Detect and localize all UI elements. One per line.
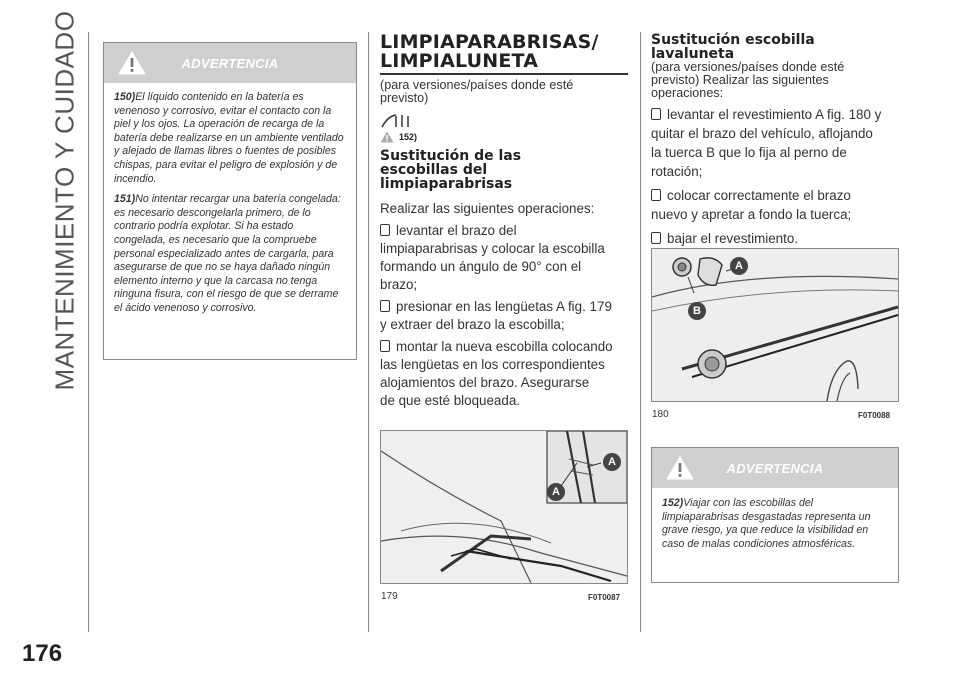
- checkbox-bullet-icon: [651, 108, 661, 120]
- callout-label: B: [688, 302, 706, 320]
- warning-triangle-icon: [118, 51, 146, 75]
- section-title: LIMPIAPARABRISAS/ LIMPIALUNETA: [380, 31, 599, 72]
- wiper-blade-illustration: [381, 431, 627, 583]
- callout-label: A: [603, 453, 621, 471]
- callout-label: A: [547, 483, 565, 501]
- step-item: colocar correctamente el brazo: [651, 186, 906, 205]
- section-subtitle: (para versiones/países donde esté previsto) Realizar las siguientes operaciones:: [651, 60, 845, 100]
- figure-code: F0T0088: [858, 411, 891, 420]
- warning-box-right: [651, 447, 899, 583]
- wiper-icon: [380, 114, 414, 128]
- checkbox-bullet-icon: [380, 340, 390, 352]
- step-item: levantar el brazo del: [380, 222, 630, 240]
- figure-179: [380, 430, 628, 584]
- column-divider: [88, 32, 89, 632]
- section-subtitle: (para versiones/países donde esté previsto): [380, 78, 574, 105]
- warning-body: [104, 83, 356, 329]
- warning-header: [652, 448, 898, 488]
- warning-triangle-icon: [666, 456, 694, 480]
- page-number: 176: [22, 640, 63, 667]
- rear-wiper-illustration: [652, 249, 898, 401]
- warning-heading: ADVERTENCIA: [726, 460, 824, 476]
- warning-item: 151)No intentar recargar una batería congelada: es necesario descongelarla primero, de lo contrario podría explotar. Si ha estado congelada, es necesario que la compruebe personal especializado antes de cargarla, para asegurarse de que no se haya dañado ningún elemento interno y que la carcasa no tenga ninguna fisura, con el riesgo de que se derrame el ácido venenoso y corrosivo.: [114, 193, 341, 314]
- side-section-title: MANTENIMIENTO Y CUIDADO: [49, 10, 80, 390]
- intro-text: Realizar las siguientes operaciones:: [380, 201, 595, 216]
- checkbox-bullet-icon: [651, 189, 661, 201]
- figure-number: 179: [381, 591, 398, 602]
- warning-box-left: [103, 42, 357, 360]
- warning-item: 152)Viajar con las escobillas del limpiaparabrisas desgastadas representa un grave riesgo, ya que reduce la visibilidad en caso de malas condiciones atmosféricas.: [662, 497, 871, 550]
- figure-code: F0T0087: [588, 593, 621, 602]
- column-divider: [368, 32, 369, 632]
- right-column: [651, 33, 906, 248]
- warning-heading: ADVERTENCIA: [181, 55, 279, 71]
- column-divider: [640, 32, 641, 632]
- step-item: levantar el revestimiento A fig. 180 y: [651, 105, 906, 124]
- step-item: montar la nueva escobilla colocando: [380, 338, 630, 356]
- step-item: presionar en las lengüetas A fig. 179: [380, 298, 630, 316]
- instructions: Realizar las siguientes operaciones: levantar el brazo del limpiaparabrisas y colocar la escobilla formando un ángulo de 90° con el brazo; presionar en las lengüetas A fig. 179 y extraer del brazo la escobilla; montar la nueva escobilla colocando las lengüetas en los correspondientes alojamientos del brazo. Asegurarse de que esté bloqueada.: [380, 200, 630, 410]
- checkbox-bullet-icon: [380, 224, 390, 236]
- title-rule: [380, 73, 628, 75]
- checkbox-bullet-icon: [380, 300, 390, 312]
- callout-label: A: [730, 257, 748, 275]
- warning-item: 150)El líquido contenido en la batería es venenoso y corrosivo, evitar el contacto con la piel y los ojos. La operación de recarga de la batería debe realizarse en un ambiente ventilado y alejado de llamas libres o fuentes de posibles chispas, para evitar el peligro de explosión y de incendio.: [114, 91, 344, 185]
- step-item: bajar el revestimiento.: [651, 229, 906, 248]
- middle-column: [380, 33, 630, 410]
- instructions: levantar el revestimiento A fig. 180 y quitar el brazo del vehículo, aflojando la tuerca B que lo fija al perno de rotación; colocar correctamente el brazo nuevo y apretar a fondo la tuerca; bajar el revestimiento.: [651, 105, 906, 248]
- subheading: Sustitución de las escobillas del limpiaparabrisas: [380, 148, 522, 192]
- warning-triangle-icon: [380, 131, 394, 143]
- figure-number: 180: [652, 409, 669, 420]
- warning-body: [652, 488, 898, 564]
- reference-note: 152): [380, 131, 630, 143]
- checkbox-bullet-icon: [651, 232, 661, 244]
- reference-row: [380, 114, 630, 128]
- subheading: Sustitución escobilla lavaluneta: [651, 32, 815, 62]
- figure-180: [651, 248, 899, 402]
- warning-header: [104, 43, 356, 83]
